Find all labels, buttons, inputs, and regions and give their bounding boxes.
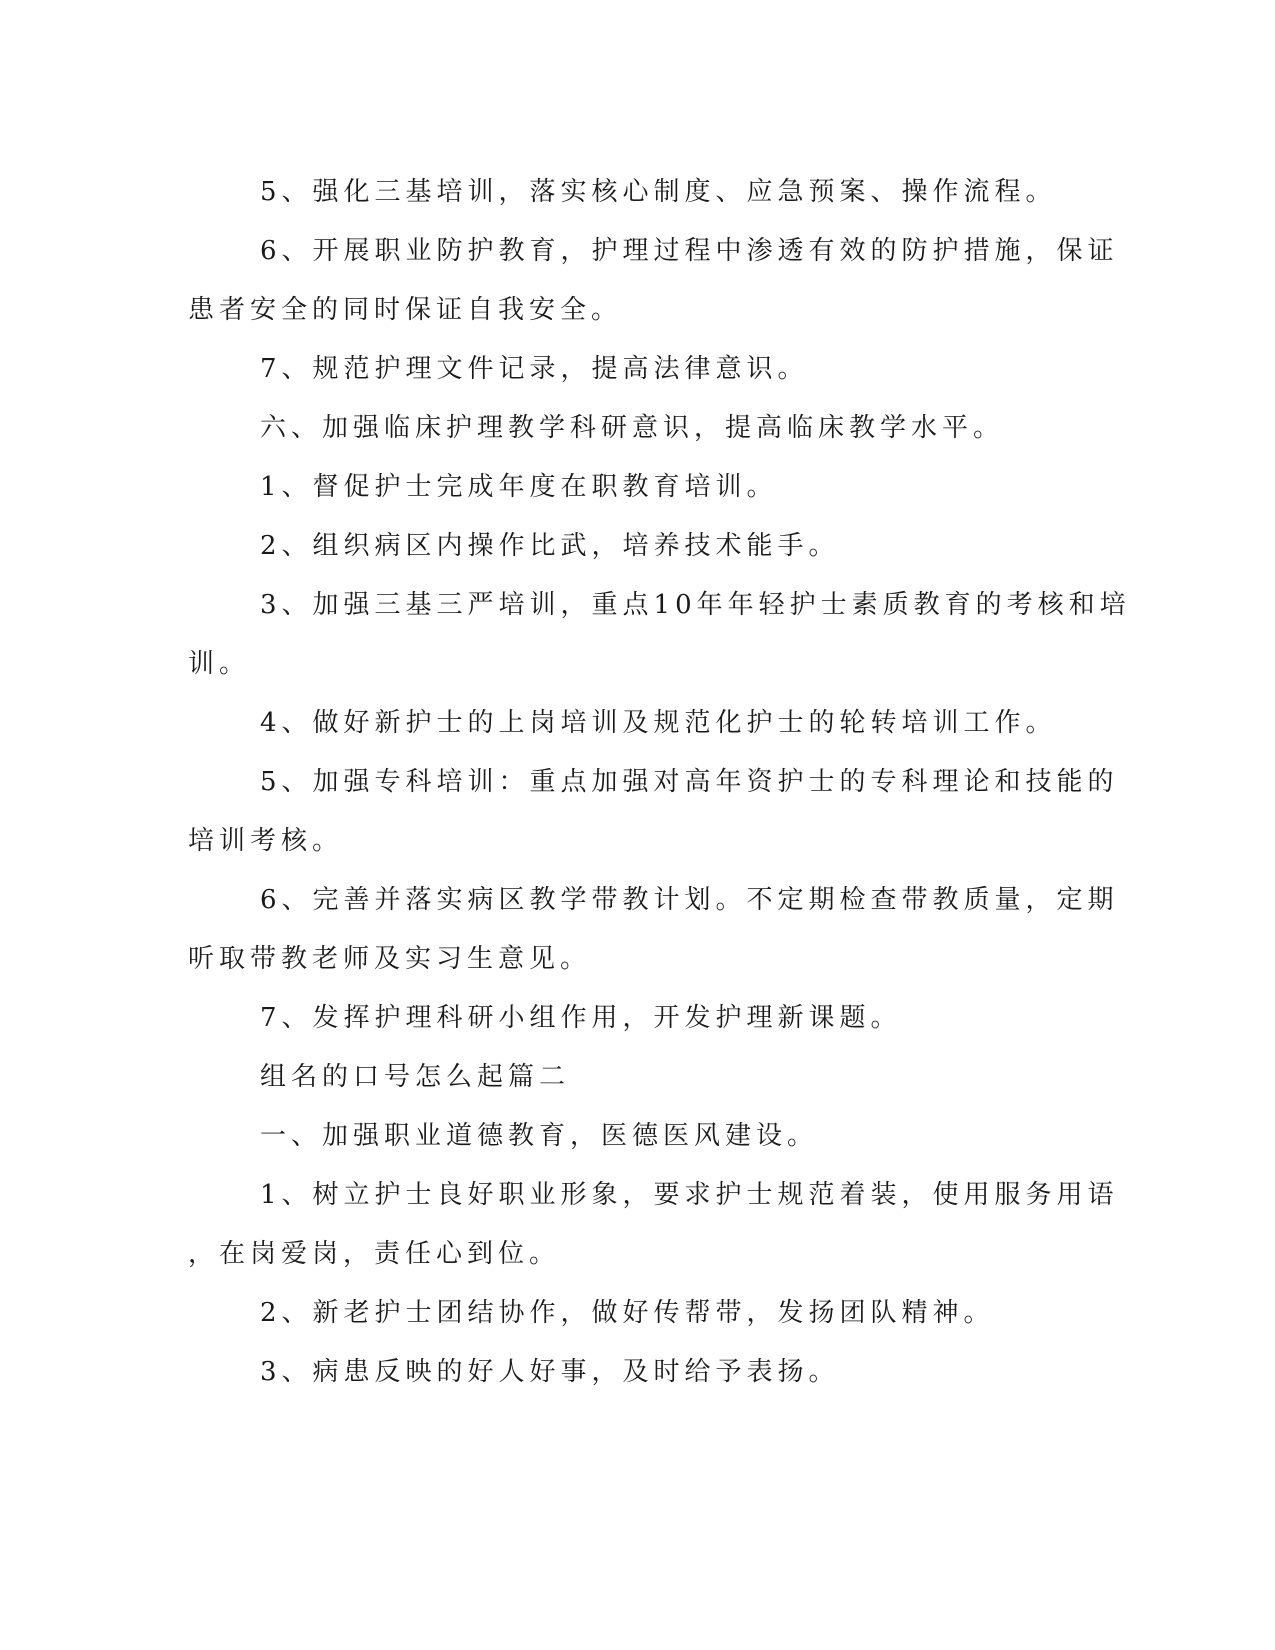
text-line: 1、树立护士良好职业形象，要求护士规范着装，使用服务用语 xyxy=(260,1180,1119,1210)
article-title: 组名的口号怎么起篇二 xyxy=(260,1062,571,1092)
text-line: 4、做好新护士的上岗培训及规范化护士的轮转培训工作。 xyxy=(260,708,1057,738)
text-line: 5、加强专科培训：重点加强对高年资护士的专科理论和技能的 xyxy=(260,767,1119,797)
text-line: 1、督促护士完成年度在职教育培训。 xyxy=(260,472,778,502)
text-line: 3、加强三基三严培训，重点10年年轻护士素质教育的考核和培 xyxy=(260,590,1131,620)
text-line: 患者安全的同时保证自我安全。 xyxy=(188,295,623,325)
text-line: ，在岗爱岗，责任心到位。 xyxy=(188,1239,561,1269)
text-line: 2、组织病区内操作比武，培养技术能手。 xyxy=(260,531,840,561)
text-line: 听取带教老师及实习生意见。 xyxy=(188,944,592,974)
section-heading: 六、加强临床护理教学科研意识，提高临床教学水平。 xyxy=(260,413,1005,443)
text-line: 7、规范护理文件记录，提高法律意识。 xyxy=(260,354,809,384)
text-line: 5、强化三基培训，落实核心制度、应急预案、操作流程。 xyxy=(260,177,1057,207)
text-line: 3、病患反映的好人好事，及时给予表扬。 xyxy=(260,1357,840,1387)
text-line: 6、完善并落实病区教学带教计划。不定期检查带教质量，定期 xyxy=(260,885,1119,915)
document-body xyxy=(188,163,1131,1402)
text-line: 7、发挥护理科研小组作用，开发护理新课题。 xyxy=(260,1003,902,1033)
text-line: 培训考核。 xyxy=(188,826,344,856)
text-line: 2、新老护士团结协作，做好传帮带，发扬团队精神。 xyxy=(260,1298,995,1328)
text-line: 训。 xyxy=(188,649,251,679)
text-line: 6、开展职业防护教育，护理过程中渗透有效的防护措施，保证 xyxy=(260,236,1119,266)
section-heading: 一、加强职业道德教育，医德医风建设。 xyxy=(260,1121,819,1151)
